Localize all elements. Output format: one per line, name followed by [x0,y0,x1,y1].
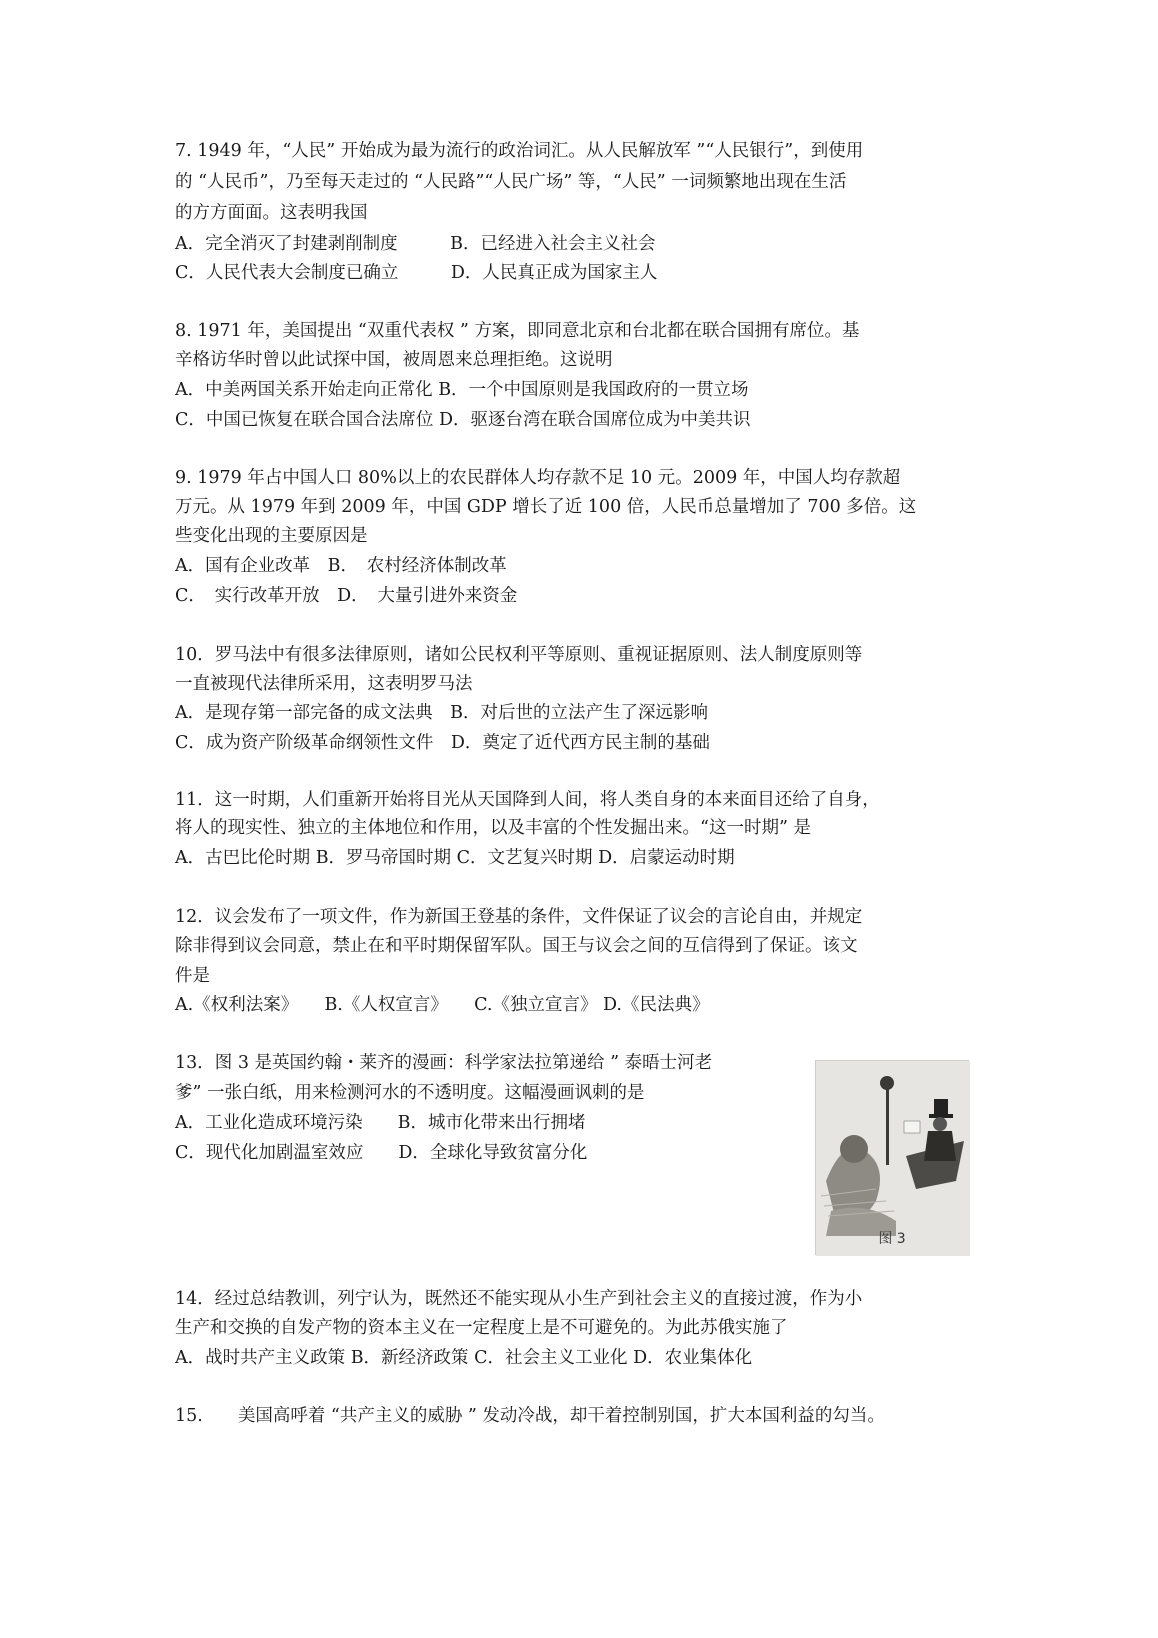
question-text-line: 15. 美国高呼着 “共产主义的威胁 ” 发动冷战，却干着控制别国，扩大本国利益的勾当。 [175,1406,885,1426]
question-text-line: 万元。从 1979 年到 2009 年，中国 GDP 增长了近 100 倍，人民币总量增加了 700 多倍。这 [175,497,917,517]
question-text-line: 10．罗马法中有很多法律原则，诸如公民权利平等原则、重视证据原则、法人制度原则等 [175,645,863,665]
answer-options-line: A．是现存第一部完备的成文法典 B．对后世的立法产生了深远影响 [175,703,708,723]
question-text-line: 一直被现代法律所采用，这表明罗马法 [175,674,473,694]
question-text-line: 辛格访华时曾以此试探中国，被周恩来总理拒绝。这说明 [175,350,613,370]
question-text-line: 11．这一时期，人们重新开始将目光从天国降到人间，将人类自身的本来面目还给了自身， [175,790,880,810]
figure-caption: 图 3 [878,1231,906,1247]
question-text-line: 爹” 一张白纸，用来检测河水的不透明度。这幅漫画讽刺的是 [175,1083,645,1103]
answer-options-line: C．现代化加剧温室效应 D．全球化导致贫富分化 [175,1143,588,1163]
answer-options-line: A．战时共产主义政策 B．新经济政策 C．社会主义工业化 D．农业集体化 [175,1348,753,1368]
answer-options-line: A．中美两国关系开始走向正常化 B．一个中国原则是我国政府的一贯立场 [175,380,749,400]
answer-options-line: A．古巴比伦时期 B．罗马帝国时期 C．文艺复兴时期 D．启蒙运动时期 [175,848,735,868]
question-text-line: 将人的现实性、独立的主体地位和作用，以及丰富的个性发掘出来。“这一时期” 是 [175,818,811,838]
question-text-line: 8. 1971 年，美国提出 “双重代表权 ” 方案，即同意北京和台北都在联合国拥有席位。基 [175,321,860,341]
question-text-line: 除非得到议会同意，禁止在和平时期保留军队。国王与议会之间的互信得到了保证。该文 [175,936,858,956]
answer-options-line: A.《权利法案》 B.《人权宣言》 C.《独立宣言》 D.《民法典》 [175,995,710,1015]
question-text-line: 生产和交换的自发产物的资本主义在一定程度上是不可避免的。为此苏俄实施了 [175,1318,788,1338]
question-text-line: 7. 1949 年，“人民” 开始成为最为流行的政治词汇。从人民解放军 ”“人民银行”，到使用 [175,141,864,161]
question-text-line: 14．经过总结教训，列宁认为，既然还不能实现从小生产到社会主义的直接过渡，作为小 [175,1289,863,1309]
answer-options-line: C． 实行改革开放 D． 大量引进外来资金 [175,586,518,606]
answer-options-line: A．完全消灭了封建剥削制度 B．已经进入社会主义社会 [175,234,656,254]
answer-options-line: C．成为资产阶级革命纲领性文件 D．奠定了近代西方民主制的基础 [175,733,710,753]
question-text-line: 13．图 3 是英国约翰・莱齐的漫画：科学家法拉第递给 ” 泰晤士河老 [175,1053,713,1073]
question-text-line: 12．议会发布了一项文件，作为新国王登基的条件，文件保证了议会的言论自由，并规定 [175,907,863,927]
question-text-line: 的 “人民币”，乃至每天走过的 “人民路”“人民广场” 等，“人民” 一词频繁地出现在生活 [175,172,847,192]
question-text-line: 的方方面面。这表明我国 [175,203,368,223]
cartoon-image-icon [816,1061,970,1256]
question-text-line: 件是 [175,966,210,986]
answer-options-line: C．中国已恢复在联合国合法席位 D．驱逐台湾在联合国席位成为中美共识 [175,410,751,430]
question-text-line: 9. 1979 年占中国人口 80%以上的农民群体人均存款不足 10 元。2009 年，中国人均存款超 [175,468,901,488]
answer-options-line: C．人民代表大会制度已确立 D．人民真正成为国家主人 [175,263,658,283]
answer-options-line: A．国有企业改革 B． 农村经济体制改革 [175,556,507,576]
figure-3-cartoon [815,1060,969,1255]
answer-options-line: A．工业化造成环境污染 B．城市化带来出行拥堵 [175,1113,586,1133]
question-text-line: 些变化出现的主要原因是 [175,526,368,546]
